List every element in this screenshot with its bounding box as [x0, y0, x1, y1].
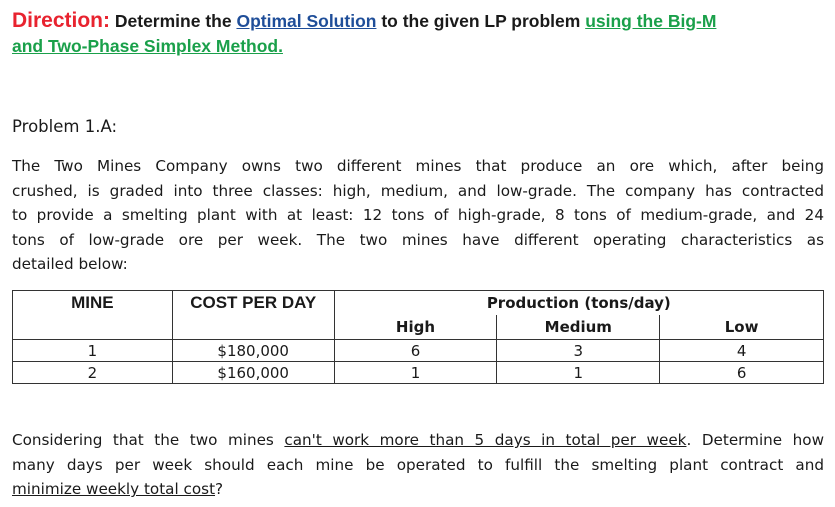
cell-cost: $180,000 [172, 340, 334, 362]
method-link-part1[interactable]: using the Big-M [585, 11, 717, 31]
optimal-solution-link[interactable]: Optimal Solution [236, 11, 377, 31]
closing-line-1 [12, 428, 824, 453]
closing-text-3b: ? [215, 480, 224, 498]
objective-underlined: minimize weekly total cost [12, 480, 216, 498]
closing-text-1b: . Determine how [686, 431, 825, 449]
cell-high: 6 [334, 340, 497, 362]
problem-line-3: to provide a smelting plant with at least: 12 tons of high-grade, 8 tons of medium-grade, and 24 [12, 206, 824, 224]
closing-line-3 [12, 477, 824, 502]
table-row [13, 340, 824, 362]
cell-mine: 1 [13, 340, 173, 362]
header-mine: MINE [13, 291, 173, 316]
cell-cost: $160,000 [172, 362, 334, 384]
problem-line-5: detailed below: [12, 255, 128, 273]
subheader-low: Low [660, 315, 824, 340]
direction-text-1: Determine the [110, 11, 237, 31]
cell-mine: 2 [13, 362, 173, 384]
constraint-underlined: can't work more than 5 days in total per week [284, 431, 687, 449]
cell-medium: 1 [497, 362, 660, 384]
direction-heading [12, 8, 822, 59]
mine-data-table [12, 290, 824, 384]
problem-line-4: tons of low-grade ore per week. The two mines have different operating characteristics as [12, 230, 824, 249]
header-production: Production (tons/day) [334, 291, 823, 316]
method-link-part2[interactable]: and Two-Phase Simplex Method. [12, 36, 283, 56]
problem-description [12, 154, 824, 277]
closing-paragraph [12, 428, 824, 502]
closing-text-1a: Considering that the two mines [12, 431, 285, 449]
closing-line-2: many days per week should each mine be operated to fulfill the smelting plant contract and [12, 455, 824, 474]
direction-label: Direction: [12, 9, 111, 32]
direction-text-2: to the given LP problem [376, 11, 586, 31]
table-row [13, 362, 824, 384]
problem-title: Problem 1.A: [12, 117, 118, 136]
header-cost-per-day: COST PER DAY [172, 291, 334, 316]
problem-line-2: crushed, is graded into three classes: high, medium, and low-grade. The company has contracted [12, 181, 824, 200]
cell-low: 4 [660, 340, 824, 362]
cell-medium: 3 [497, 340, 660, 362]
cell-high: 1 [334, 362, 497, 384]
problem-line-1: The Two Mines Company owns two different mines that produce an ore which, after being [12, 157, 824, 175]
cell-low: 6 [660, 362, 824, 384]
subheader-high: High [334, 315, 497, 340]
subheader-medium: Medium [497, 315, 660, 340]
